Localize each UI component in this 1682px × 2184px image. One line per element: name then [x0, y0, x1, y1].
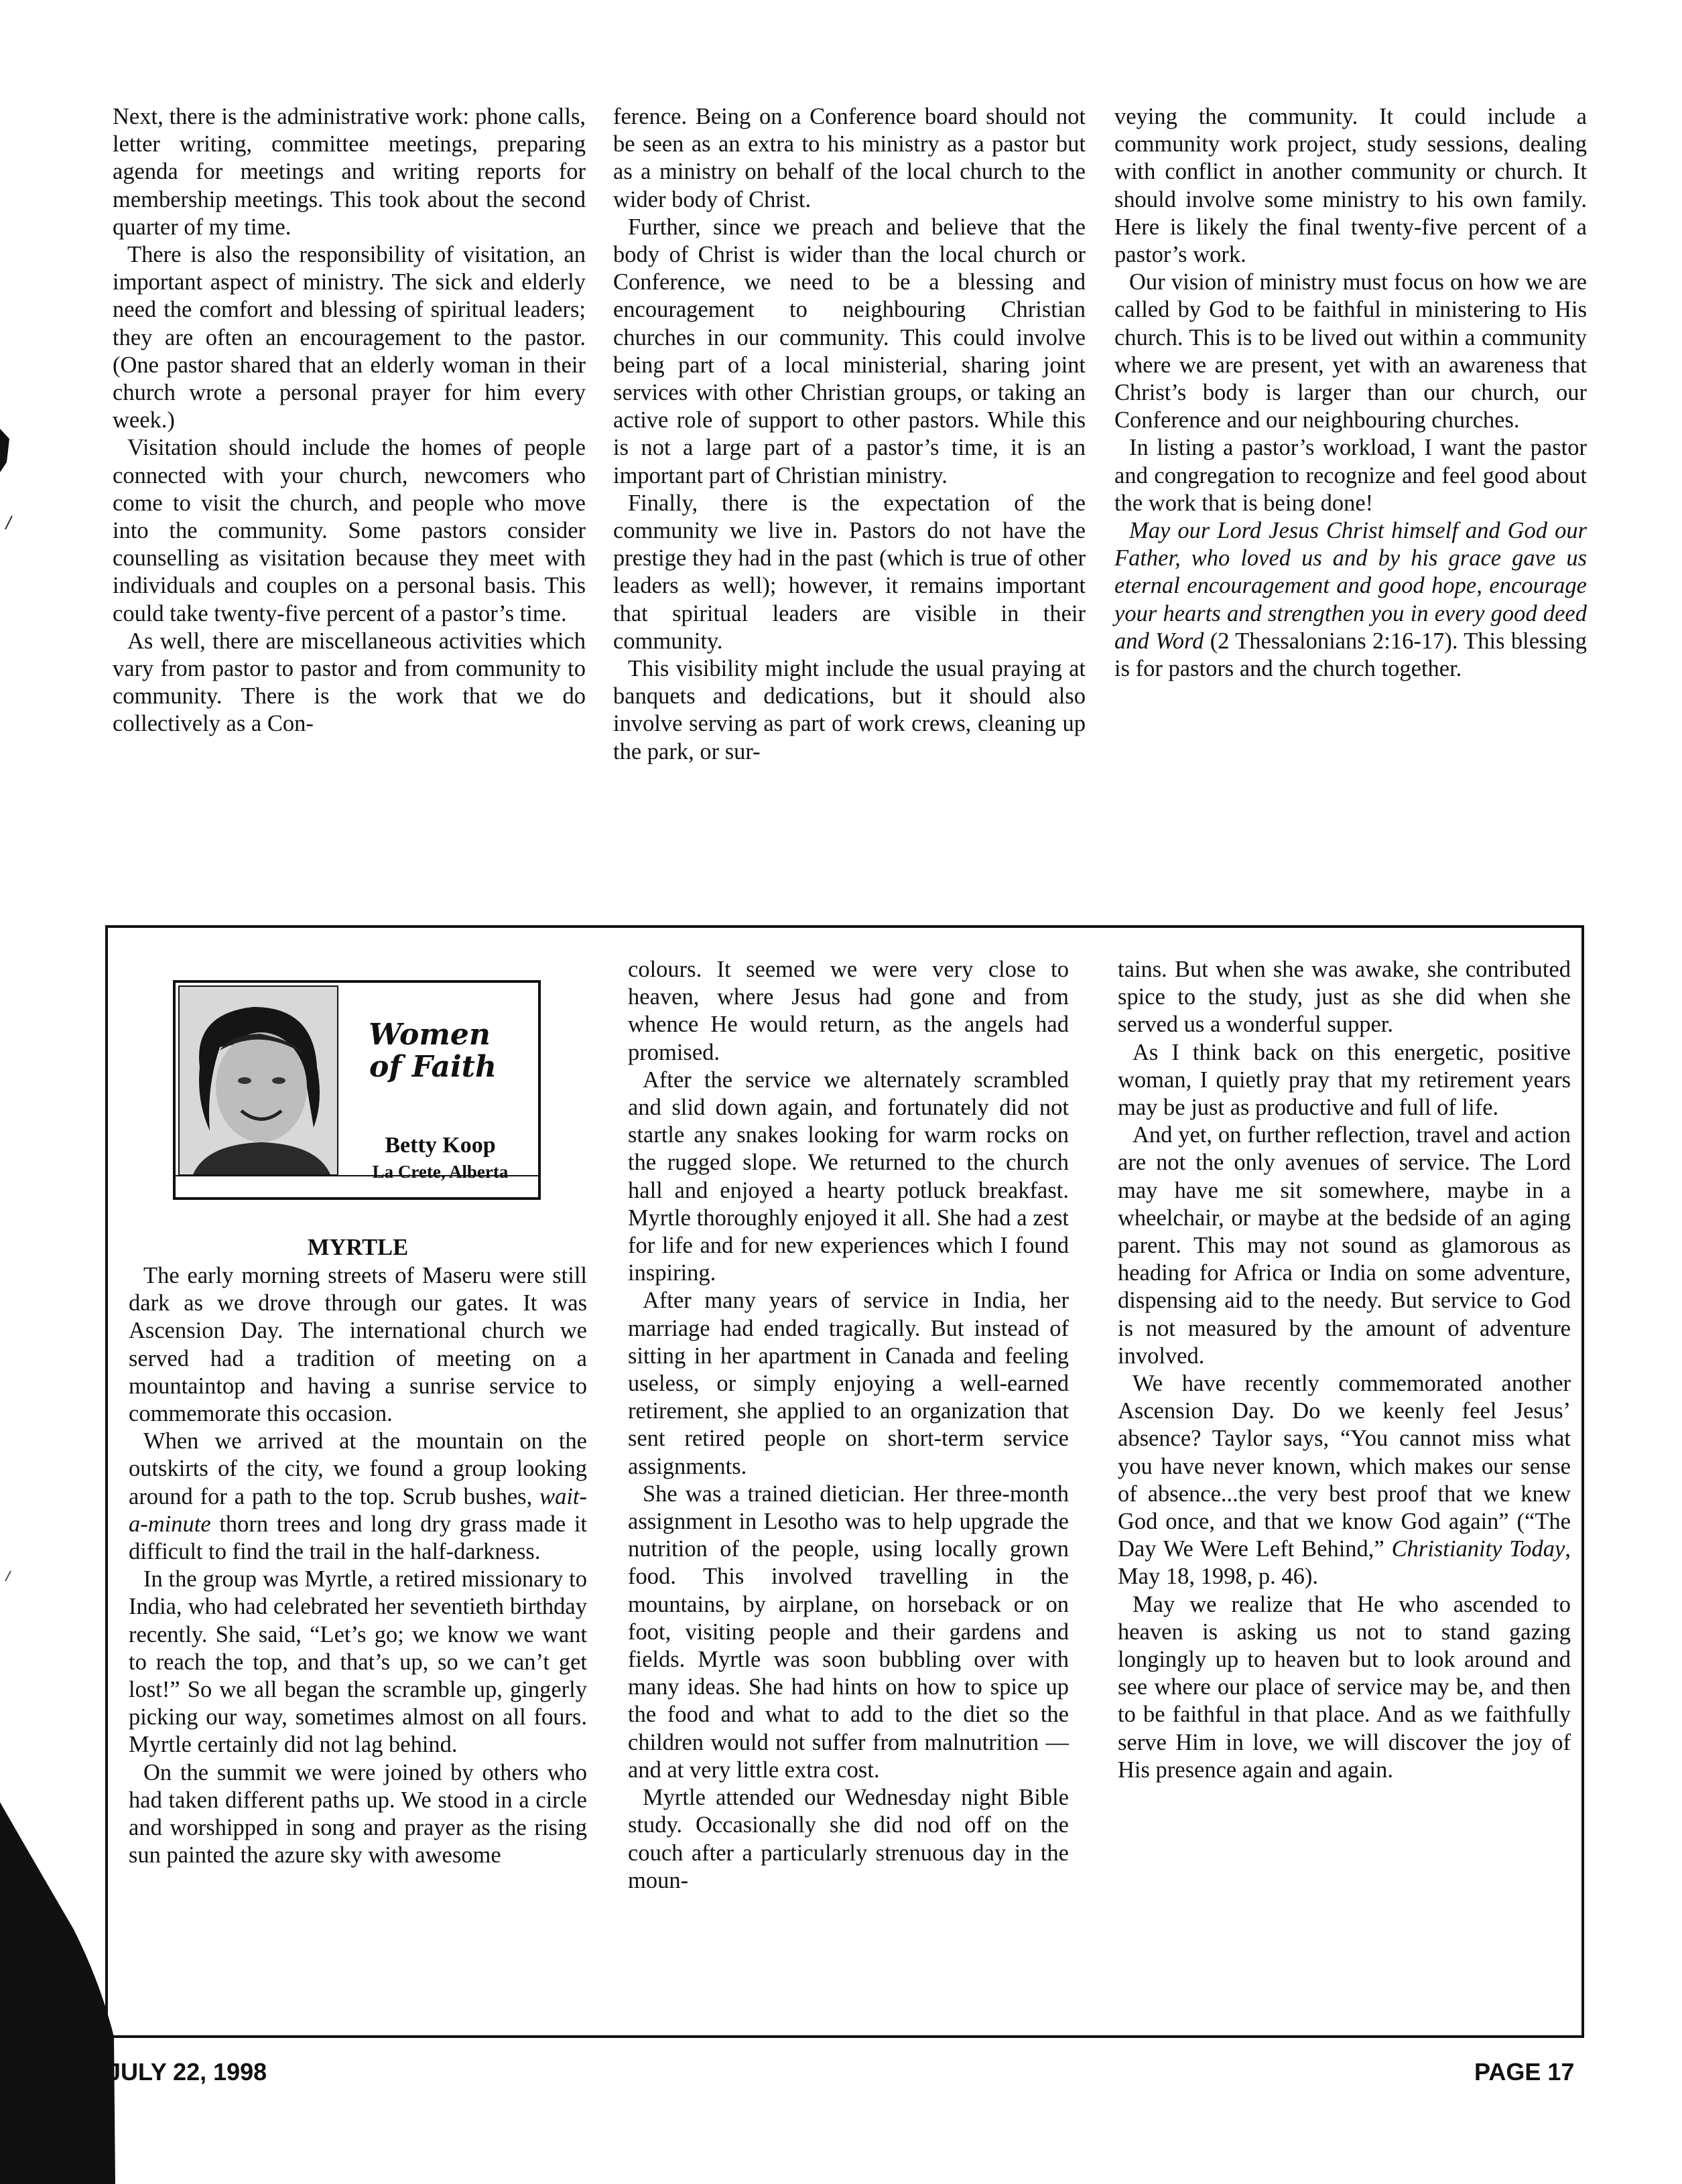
paragraph: May we realize that He who ascended to heaven is asking us not to stand gazing longingly up to heaven but to look around and see where our place of service may be, and then to be faithful in that place. And as we faithfully serve Him in love, we will discover the joy of His presence again and again.	[1118, 1591, 1571, 1783]
blessing-paragraph	[1114, 517, 1587, 683]
scripture-reference: (2 Thessalonians 2:16-17). This blessing is for pastors and the church together.	[1114, 628, 1588, 682]
column-title	[356, 1019, 503, 1083]
paragraph: And yet, on further reflection, travel and action are not the only avenues of service. The Lord may have me sit somewhere, maybe in a wheelchair, or maybe at the bedside of an aging parent. This may not sound as glamorous as heading for Africa or India on some adventure, dispensing aid to the needy. But service to God is not measured by the amount of adventure involved.	[1118, 1122, 1571, 1369]
paragraph: In listing a pastor’s workload, I want the pastor and congregation to recognize and feel good about the work that is being done!	[1114, 435, 1587, 516]
page-number: PAGE 17	[1474, 2058, 1575, 2086]
paragraph	[129, 1428, 587, 1566]
author-name: Betty Koop	[385, 1133, 496, 1158]
paragraph: Our vision of ministry must focus on how we are called by God to be faithful in ministering to His church. This is to be lived out within a community where we are present, yet with an awareness that Christ’s body is larger than our church, our Conference and our neighbouring churches.	[1114, 269, 1587, 433]
scan-edge-artifact	[0, 0, 174, 2184]
paragraph: Further, since we preach and believe that the body of Christ is wider than the local church or Conference, we need to be a blessing and encouragement to neighbouring Christian churches in our community. This could involve being part of a local ministerial, sharing joint services with other Christian groups, or taking an active role of support to other pastors. While this is not a large part of a pastor’s time, it is an important part of Christian ministry.	[613, 214, 1086, 488]
author-portrait	[178, 985, 338, 1176]
paragraph: Finally, there is the expectation of the community we live in. Pastors do not have the prestige they had in the past (which is true of other leaders as well); however, it remains important that spiritual leaders are visible in their community.	[613, 490, 1086, 654]
article-bottom-column-2	[628, 956, 1069, 1895]
paragraph: As I think back on this energetic, positive woman, I quietly pray that my retirement years may be just as productive and full of life.	[1118, 1039, 1571, 1121]
article-top-column-2	[613, 103, 1086, 766]
column-logo	[172, 979, 542, 1201]
publication-title: Christianity Today	[1391, 1536, 1565, 1562]
column-title-line-2: of Faith	[369, 1050, 497, 1084]
portrait-photo	[180, 987, 337, 1174]
paragraph: Next, there is the administrative work: phone calls, letter writing, committee meetings, preparing agenda for meetings and writing reports for membership meetings. This took about the second quarter of my time.	[113, 104, 586, 240]
footer-date: JULY 22, 1998	[107, 2058, 267, 2086]
column-title-line-1: Women	[369, 1018, 491, 1052]
author-location: La Crete, Alberta	[372, 1162, 509, 1182]
paragraph: Visitation should include the homes of people connected with your church, newcomers who come to visit the church, and people who move into the community. Some pastors consider counselling as visitation because they meet with individuals and couples on a personal basis. This could take twenty-five percent of a pastor’s time.	[113, 435, 586, 626]
paragraph: The early morning streets of Maseru were still dark as we drove through our gates. It was Ascension Day. The international church we served had a tradition of meeting on a mountaintop and having a sunrise service to commemorate this occasion.	[129, 1263, 587, 1427]
paragraph: ference. Being on a Conference board should not be seen as an extra to his ministry as a pastor but as a ministry on behalf of the local church to the wider body of Christ.	[613, 104, 1086, 212]
article-top-column-1	[113, 103, 586, 738]
paragraph: veying the community. It could include a community work project, study sessions, dealing with conflict in another community or church. It should involve some ministry to his own family. Here is likely the final twenty-five percent of a pastor’s work.	[1114, 104, 1587, 268]
paragraph: tains. But when she was awake, she contributed spice to the study, just as she did when she served us a wonderful supper.	[1118, 957, 1571, 1038]
article-heading: MYRTLE	[307, 1235, 409, 1260]
paragraph: colours. It seemed we were very close to heaven, where Jesus had gone and from whence He would return, as the angels had promised.	[628, 957, 1069, 1065]
text-run: thorn trees and long dry grass made it difficult to find the trail in the half-darkness.	[129, 1511, 587, 1565]
paragraph: Myrtle attended our Wednesday night Bible study. Occasionally she did nod off on the couch after a particularly strenuous day in the moun-	[628, 1785, 1069, 1893]
paragraph: On the summit we were joined by others who had taken different paths up. We stood in a circle and worshipped in song and prayer as the rising sun painted the azure sky with awesome	[129, 1759, 587, 1868]
article-top-column-3	[1114, 103, 1587, 683]
paragraph: As well, there are miscellaneous activities which vary from pastor to pastor and from community to community. There is the work that we do collectively as a Con-	[113, 628, 586, 737]
paragraph	[1118, 1370, 1571, 1591]
text-run: We have recently commemorated another Ascension Day. Do we keenly feel Jesus’ absence? Taylor says, “You cannot miss what you have never known, which makes our sense of absence...the very best proof that we knew God once, and that we know God again” (“The Day We Were Left Behind,”	[1118, 1371, 1571, 1562]
paragraph: There is also the responsibility of visitation, an important aspect of ministry. The sick and elderly need the comfort and blessing of spiritual leaders; they are often an encouragement to the pastor. (One pastor shared that an elderly woman in their church wrote a personal prayer for him every week.)	[113, 242, 586, 433]
article-bottom-column-3	[1118, 956, 1571, 1784]
paragraph: In the group was Myrtle, a retired missionary to India, who had celebrated her seventieth birthday recently. She said, “Let’s go; we know we want to reach the top, and that’s up, so we can’t get lost!” So we all began the scramble up, gingerly picking our way, sometimes almost on all fours. Myrtle certainly did not lag behind.	[129, 1566, 587, 1758]
paragraph: This visibility might include the usual praying at banquets and dedications, but it should also involve serving as part of work crews, cleaning up the park, or sur-	[613, 656, 1086, 764]
text-run: When we arrived at the mountain on the outskirts of the city, we found a group looking around for a path to the top. Scrub bushes,	[129, 1428, 587, 1509]
scripture-quote: May our Lord Jesus Christ himself and God our Father, who loved us and by his grace gave us eternal encouragement and good hope, encourage your hearts and strengthen you in every good deed and Word	[1114, 518, 1587, 654]
paragraph: After the service we alternately scrambled and slid down again, and fortunately did not startle any snakes looking for warm rocks on the rugged slope. We returned to the church hall and enjoyed a hearty potluck breakfast. Myrtle thoroughly enjoyed it all. She had a zest for life and for new experiences which I found inspiring.	[628, 1067, 1069, 1286]
paragraph: After many years of service in India, her marriage had ended tragically. But instead of sitting in her apartment in Canada and feeling useless, or simply enjoying a well-earned retirement, she applied to an organization that sent retired people on short-term service assignments.	[628, 1288, 1069, 1479]
paragraph: She was a trained dietician. Her three-month assignment in Lesotho was to help upgrade the nutrition of the people, using locally grown food. This involved travelling in the mountains, by airplane, on horseback or on foot, visiting people and their gardens and fields. Myrtle was soon bubbling over with many ideas. She had hints on how to spice up the food and what to add to the diet so the children would not suffer from malnutrition — and at very little extra cost.	[628, 1481, 1069, 1783]
article-bottom-column-1	[129, 1262, 587, 1869]
text-run: , May 18, 1998, p. 46).	[1118, 1536, 1571, 1590]
italic-text: wait-a-minute	[129, 1483, 587, 1537]
